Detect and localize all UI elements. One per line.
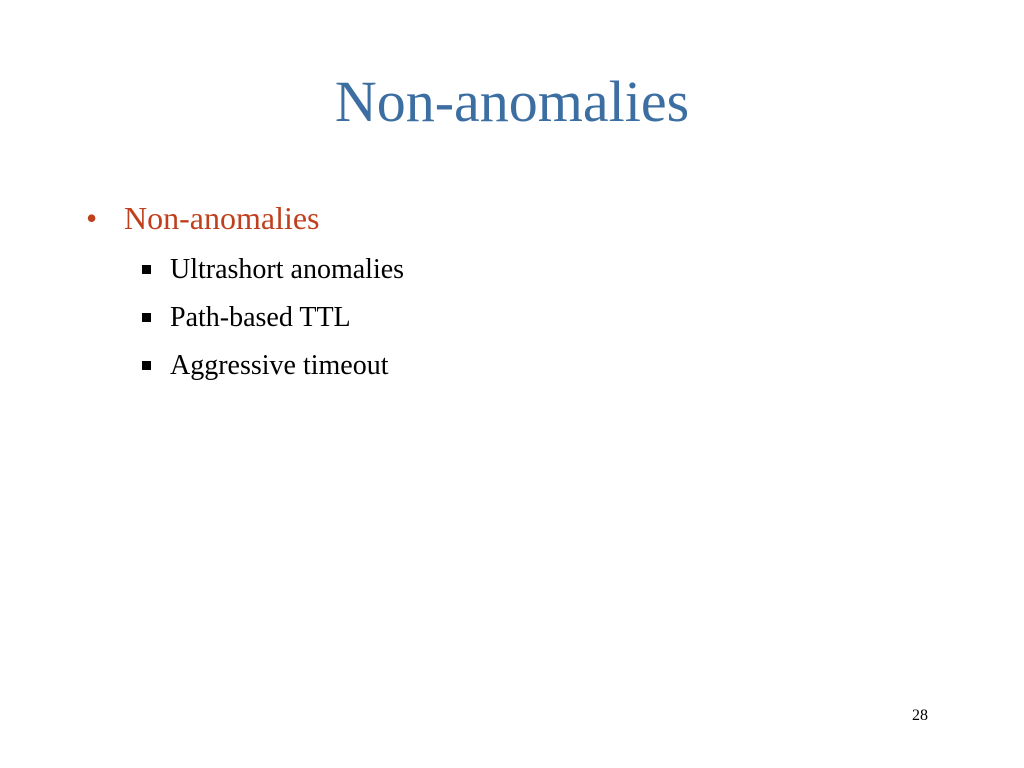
bullet-list: [86, 196, 946, 390]
sub-bullet-text: Aggressive timeout: [170, 350, 389, 381]
sub-bullet-item: [142, 294, 946, 342]
sub-bullet-text: Path-based TTL: [170, 302, 351, 333]
bullet-dot-icon: •: [86, 200, 98, 236]
square-bullet-icon: [142, 361, 151, 370]
slide-title: Non-anomalies: [334, 69, 690, 134]
square-bullet-icon: [142, 265, 151, 274]
sub-bullet-item: [142, 342, 946, 390]
bullet-item-non-anomalies: [86, 196, 946, 390]
sub-bullet-list: [124, 246, 946, 390]
page-number: 28: [912, 707, 928, 724]
sub-bullet-item: [142, 246, 946, 294]
bullet-text: Non-anomalies: [124, 200, 320, 236]
sub-bullet-text: Ultrashort anomalies: [170, 254, 405, 285]
square-bullet-icon: [142, 313, 151, 322]
